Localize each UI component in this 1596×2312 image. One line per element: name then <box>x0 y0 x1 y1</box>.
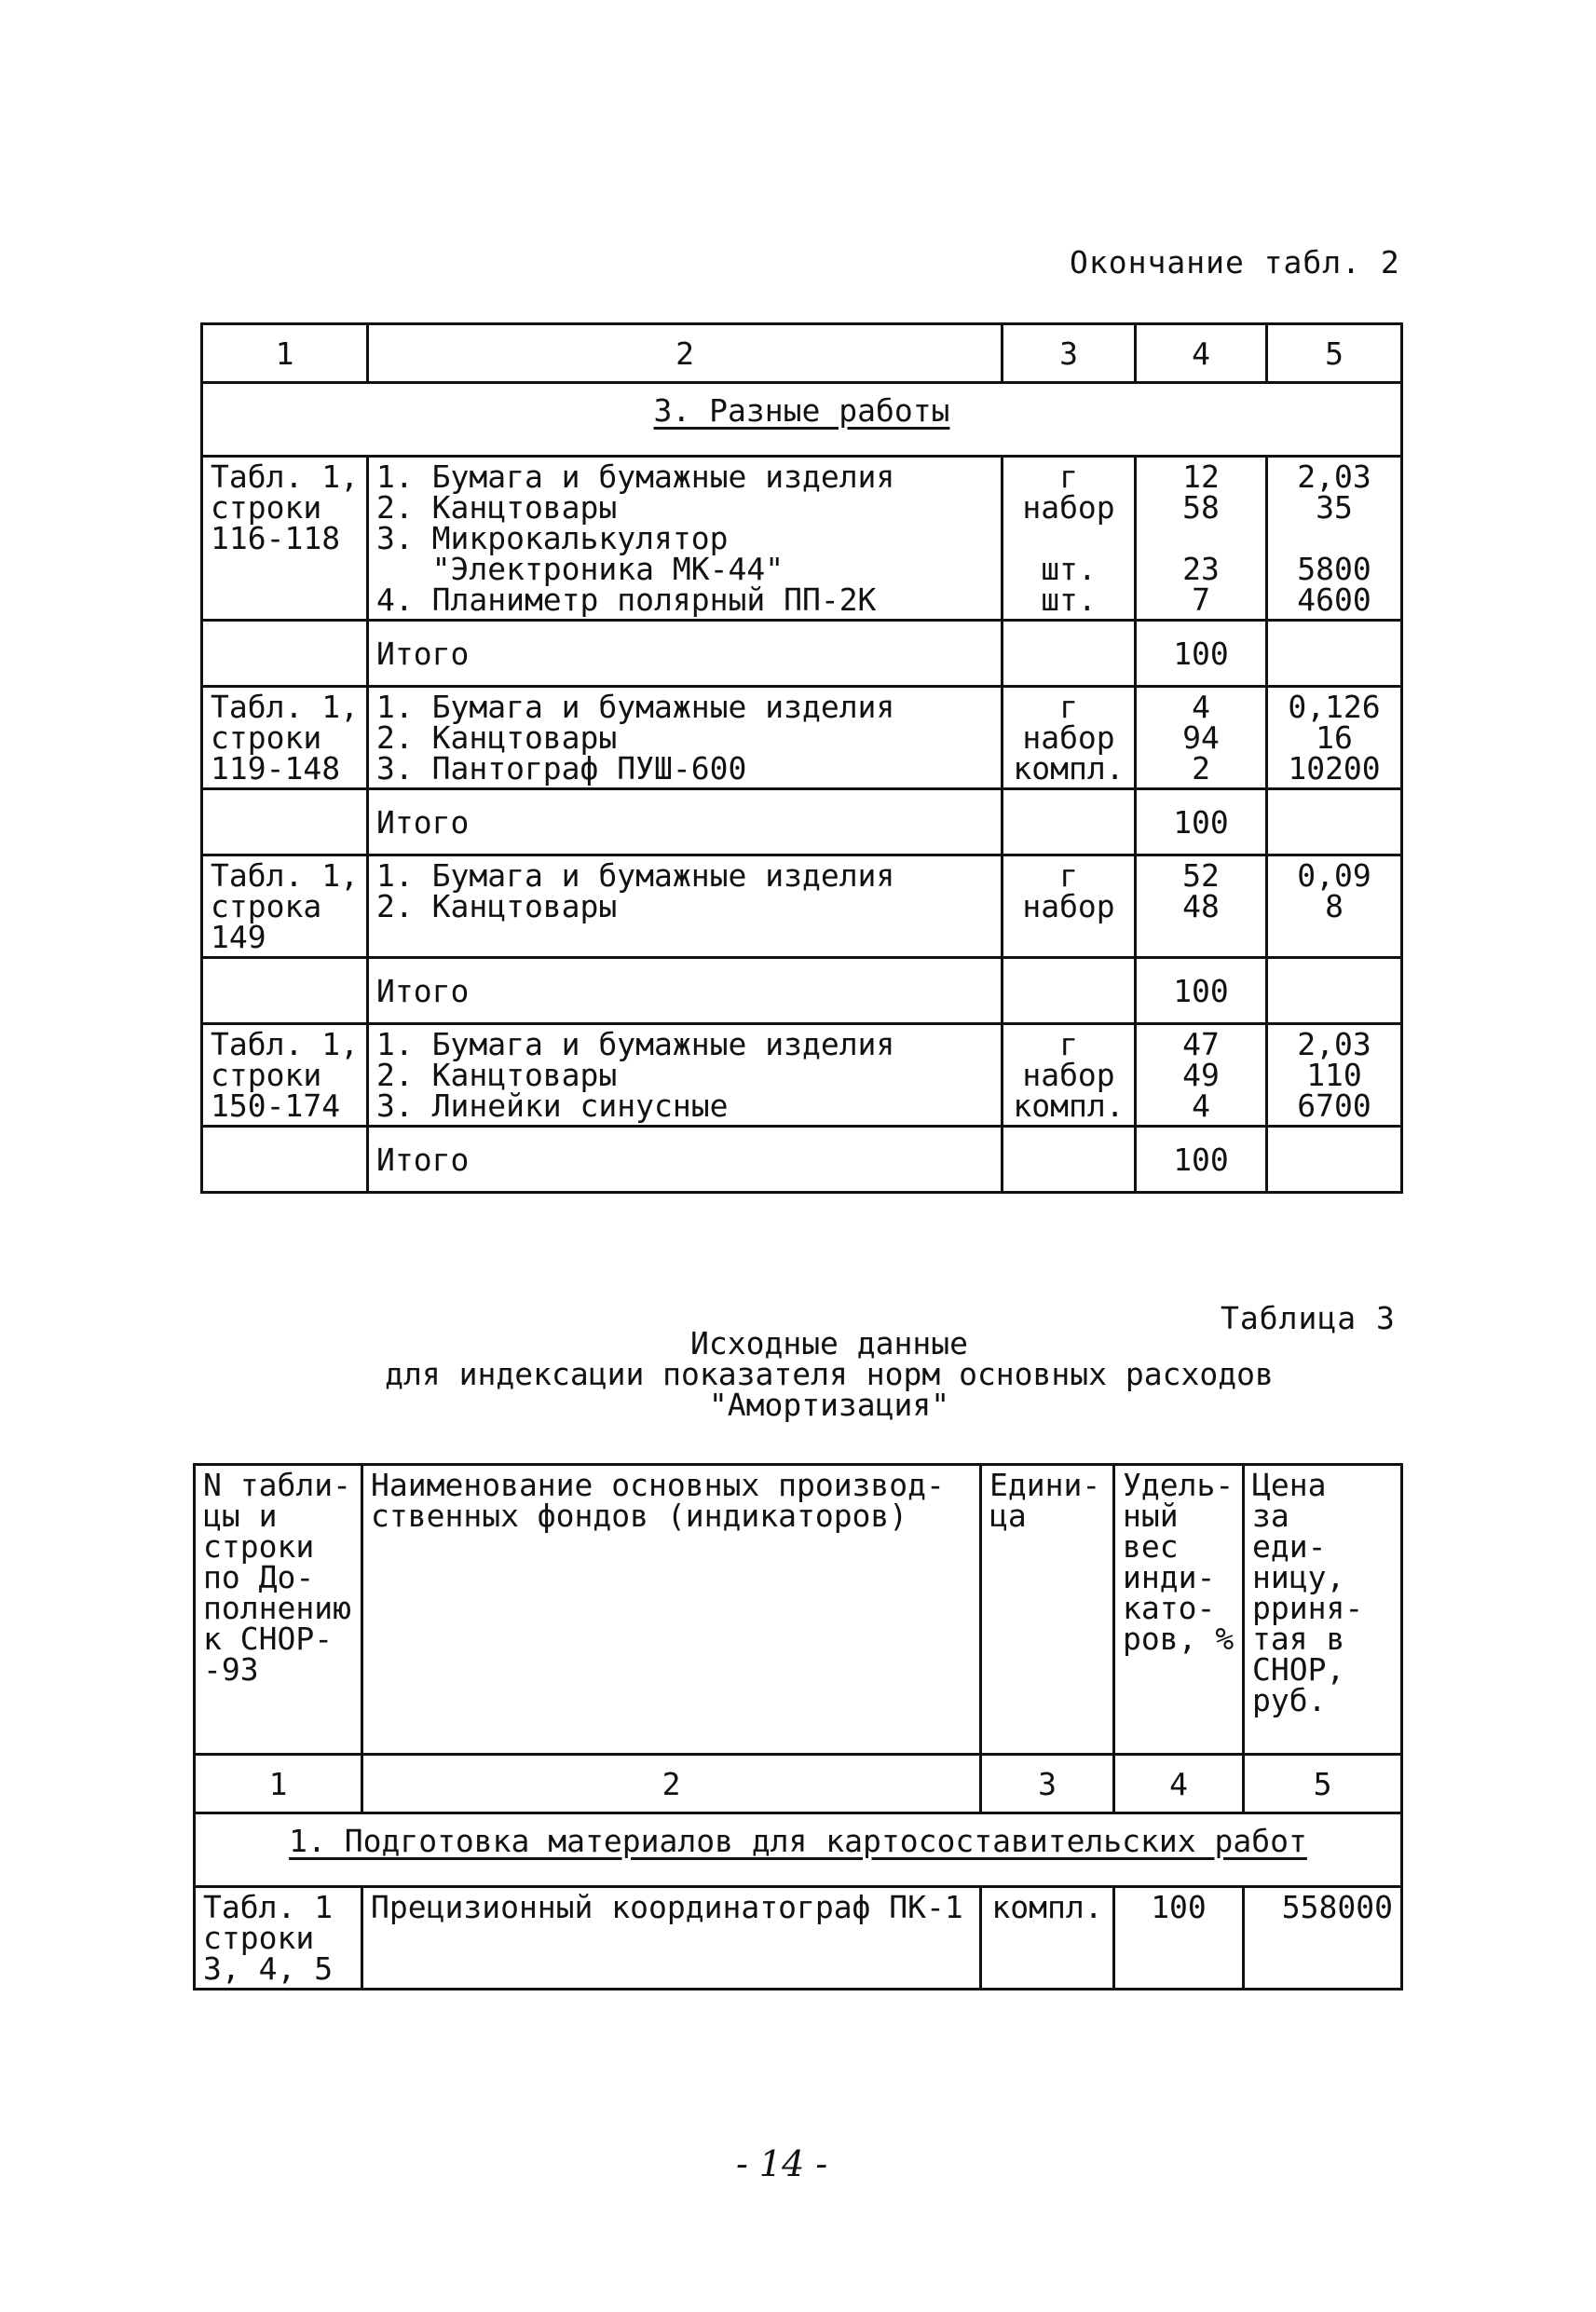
total-label: Итого <box>368 1127 1003 1193</box>
item-weights-cell <box>1136 855 1267 958</box>
item-name: 1. Бумага и бумажные изделия <box>376 458 895 495</box>
item-unit: набор <box>1022 888 1115 924</box>
item-weight: 49 <box>1182 1057 1220 1093</box>
item-unit <box>1011 523 1126 554</box>
table2-section-title: 3. Разные работы <box>202 383 1402 457</box>
table2-caption: Окончание табл. 2 <box>1070 244 1400 280</box>
table3-number-cell: 5 <box>1244 1755 1402 1813</box>
item-prices-cell <box>1267 855 1402 958</box>
table3-number-cell: 2 <box>362 1755 981 1813</box>
item-price: 5800 <box>1297 551 1371 587</box>
item-weight: 48 <box>1182 888 1220 924</box>
item-name: "Электроника МК-44" <box>376 551 784 587</box>
total-label: Итого <box>368 621 1003 687</box>
table3-title-line: для индексации показателя норм основных расходов <box>385 1356 1274 1392</box>
total-label: Итого <box>368 958 1003 1024</box>
item-name: 1. Бумага и бумажные изделия <box>376 1026 895 1062</box>
item-price: 0,126 <box>1288 689 1381 725</box>
table3-section-row <box>195 1813 1402 1887</box>
total-empty-cell <box>202 958 368 1024</box>
total-value: 100 <box>1136 1127 1267 1193</box>
ref-line: строки <box>211 719 322 756</box>
total-value: 100 <box>1136 958 1267 1024</box>
group-ref-cell <box>202 687 368 789</box>
table2-header-cell: 2 <box>368 324 1003 383</box>
item-weight: 12 <box>1182 458 1220 495</box>
item-unit: компл. <box>1013 1088 1125 1124</box>
table3-number-cell: 3 <box>981 1755 1114 1813</box>
item-name: 1. Бумага и бумажные изделия <box>376 857 895 894</box>
total-row <box>202 621 1402 687</box>
item-prices-cell <box>1267 687 1402 789</box>
item-name: 3. Пантограф ПУШ-600 <box>376 750 747 787</box>
item-units-cell <box>1003 1024 1136 1127</box>
item-price: 110 <box>1306 1057 1362 1093</box>
table-row <box>195 1887 1402 1990</box>
table2-section-row <box>202 383 1402 457</box>
ref-line: Табл. 1, <box>211 689 359 725</box>
item-weights-cell <box>1136 457 1267 621</box>
item-names-cell <box>368 457 1003 621</box>
total-empty-cell <box>202 1127 368 1193</box>
item-unit: набор <box>1022 1057 1115 1093</box>
item-name: 4. Планиметр полярный ПП-2К <box>376 581 877 618</box>
ref-line: строки <box>211 1057 322 1093</box>
item-unit: г <box>1059 458 1078 495</box>
item-weight: 52 <box>1182 857 1220 894</box>
item-weight: 58 <box>1182 489 1220 526</box>
total-row <box>202 789 1402 855</box>
item-weight <box>1144 523 1258 554</box>
ref-line: 116-118 <box>211 520 341 556</box>
table3-header-row <box>195 1465 1402 1755</box>
page-number: - 14 - <box>736 2143 828 2184</box>
table3-label: Таблица 3 <box>1221 1300 1396 1336</box>
item-price <box>1275 523 1393 554</box>
total-value: 100 <box>1136 621 1267 687</box>
table3-price-cell: 558000 <box>1244 1887 1402 1990</box>
total-row <box>202 1127 1402 1193</box>
table-row <box>202 855 1402 958</box>
item-unit: шт. <box>1041 581 1097 618</box>
item-price: 2,03 <box>1297 1026 1371 1062</box>
table3-number-row <box>195 1755 1402 1813</box>
table3-name-cell: Прецизионный координатограф ПК-1 <box>362 1887 981 1990</box>
item-unit: компл. <box>1013 750 1125 787</box>
item-prices-cell <box>1267 1024 1402 1127</box>
total-empty-cell <box>1267 789 1402 855</box>
ref-line: Табл. 1, <box>211 857 359 894</box>
item-unit: г <box>1059 689 1078 725</box>
table2-header-cell: 3 <box>1003 324 1136 383</box>
item-price: 35 <box>1316 489 1353 526</box>
total-empty-cell <box>1267 958 1402 1024</box>
ref-line: 150-174 <box>211 1088 341 1124</box>
item-weight: 2 <box>1192 750 1210 787</box>
table2-header-cell: 5 <box>1267 324 1402 383</box>
item-weights-cell <box>1136 1024 1267 1127</box>
item-price: 16 <box>1316 719 1353 756</box>
item-price: 8 <box>1325 888 1344 924</box>
group-ref-cell <box>202 457 368 621</box>
table3-header-cell: Удель- ный вес инди- като- ров, % <box>1114 1465 1244 1755</box>
item-unit: набор <box>1022 489 1115 526</box>
table3-header-cell: N табли- цы и строки по До- полнению к СНОР- -93 <box>195 1465 362 1755</box>
ref-line: строка <box>211 888 322 924</box>
item-units-cell <box>1003 457 1136 621</box>
total-empty-cell <box>202 789 368 855</box>
item-names-cell <box>368 1024 1003 1127</box>
item-unit: шт. <box>1041 551 1097 587</box>
item-name: 2. Канцтовары <box>376 1057 618 1093</box>
item-name: 2. Канцтовары <box>376 489 618 526</box>
table3-unit-cell: компл. <box>981 1887 1114 1990</box>
group-ref-cell <box>202 855 368 958</box>
table3-weight-cell: 100 <box>1114 1887 1244 1990</box>
group-ref-cell <box>202 1024 368 1127</box>
item-weight: 47 <box>1182 1026 1220 1062</box>
item-units-cell <box>1003 687 1136 789</box>
item-price: 0,09 <box>1297 857 1371 894</box>
item-names-cell <box>368 687 1003 789</box>
item-price: 10200 <box>1288 750 1381 787</box>
item-price: 6700 <box>1297 1088 1371 1124</box>
table3-header-cell: Наименование основных производ- ственных фондов (индикаторов) <box>362 1465 981 1755</box>
item-unit: г <box>1059 857 1078 894</box>
item-names-cell <box>368 855 1003 958</box>
table2-header-cell: 4 <box>1136 324 1267 383</box>
item-unit: г <box>1059 1026 1078 1062</box>
item-price: 4600 <box>1297 581 1371 618</box>
table3-number-cell: 4 <box>1114 1755 1244 1813</box>
table3-title-line: "Амортизация" <box>708 1387 950 1423</box>
ref-line: 119-148 <box>211 750 341 787</box>
table2-header-cell: 1 <box>202 324 368 383</box>
total-empty-cell <box>1003 958 1136 1024</box>
table3-ref-cell: Табл. 1 строки 3, 4, 5 <box>195 1887 362 1990</box>
table3 <box>193 1463 1403 1991</box>
table3-section-title: 1. Подготовка материалов для картосоставительских работ <box>195 1813 1402 1887</box>
table3-header-cell: Цена за еди- ницу, pриня- тая в СНОР, руб. <box>1244 1465 1402 1755</box>
item-weights-cell <box>1136 687 1267 789</box>
table3-number-cell: 1 <box>195 1755 362 1813</box>
item-name: 2. Канцтовары <box>376 719 618 756</box>
table-row <box>202 457 1402 621</box>
ref-line: 149 <box>211 919 266 955</box>
item-units-cell <box>1003 855 1136 958</box>
ref-line: Табл. 1, <box>211 458 359 495</box>
table3-header-cell: Едини- ца <box>981 1465 1114 1755</box>
table2 <box>200 322 1403 1194</box>
total-empty-cell <box>202 621 368 687</box>
item-name: 3. Линейки синусные <box>376 1088 729 1124</box>
total-empty-cell <box>1267 1127 1402 1193</box>
table3-title <box>280 1325 1379 1423</box>
item-weight: 23 <box>1182 551 1220 587</box>
ref-line: строки <box>211 489 322 526</box>
total-empty-cell <box>1003 789 1136 855</box>
item-weight: 4 <box>1192 689 1210 725</box>
total-empty-cell <box>1003 621 1136 687</box>
item-prices-cell <box>1267 457 1402 621</box>
item-weight: 4 <box>1192 1088 1210 1124</box>
total-empty-cell <box>1267 621 1402 687</box>
table-row <box>202 687 1402 789</box>
table2-header-row <box>202 324 1402 383</box>
item-name: 3. Микрокалькулятор <box>376 520 729 556</box>
total-row <box>202 958 1402 1024</box>
total-empty-cell <box>1003 1127 1136 1193</box>
item-price: 2,03 <box>1297 458 1371 495</box>
table-row <box>202 1024 1402 1127</box>
item-weight: 94 <box>1182 719 1220 756</box>
ref-line: Табл. 1, <box>211 1026 359 1062</box>
total-label: Итого <box>368 789 1003 855</box>
item-weight: 7 <box>1192 581 1210 618</box>
item-unit: набор <box>1022 719 1115 756</box>
item-name: 1. Бумага и бумажные изделия <box>376 689 895 725</box>
total-value: 100 <box>1136 789 1267 855</box>
table3-title-line: Исходные данные <box>689 1325 968 1361</box>
item-name: 2. Канцтовары <box>376 888 618 924</box>
